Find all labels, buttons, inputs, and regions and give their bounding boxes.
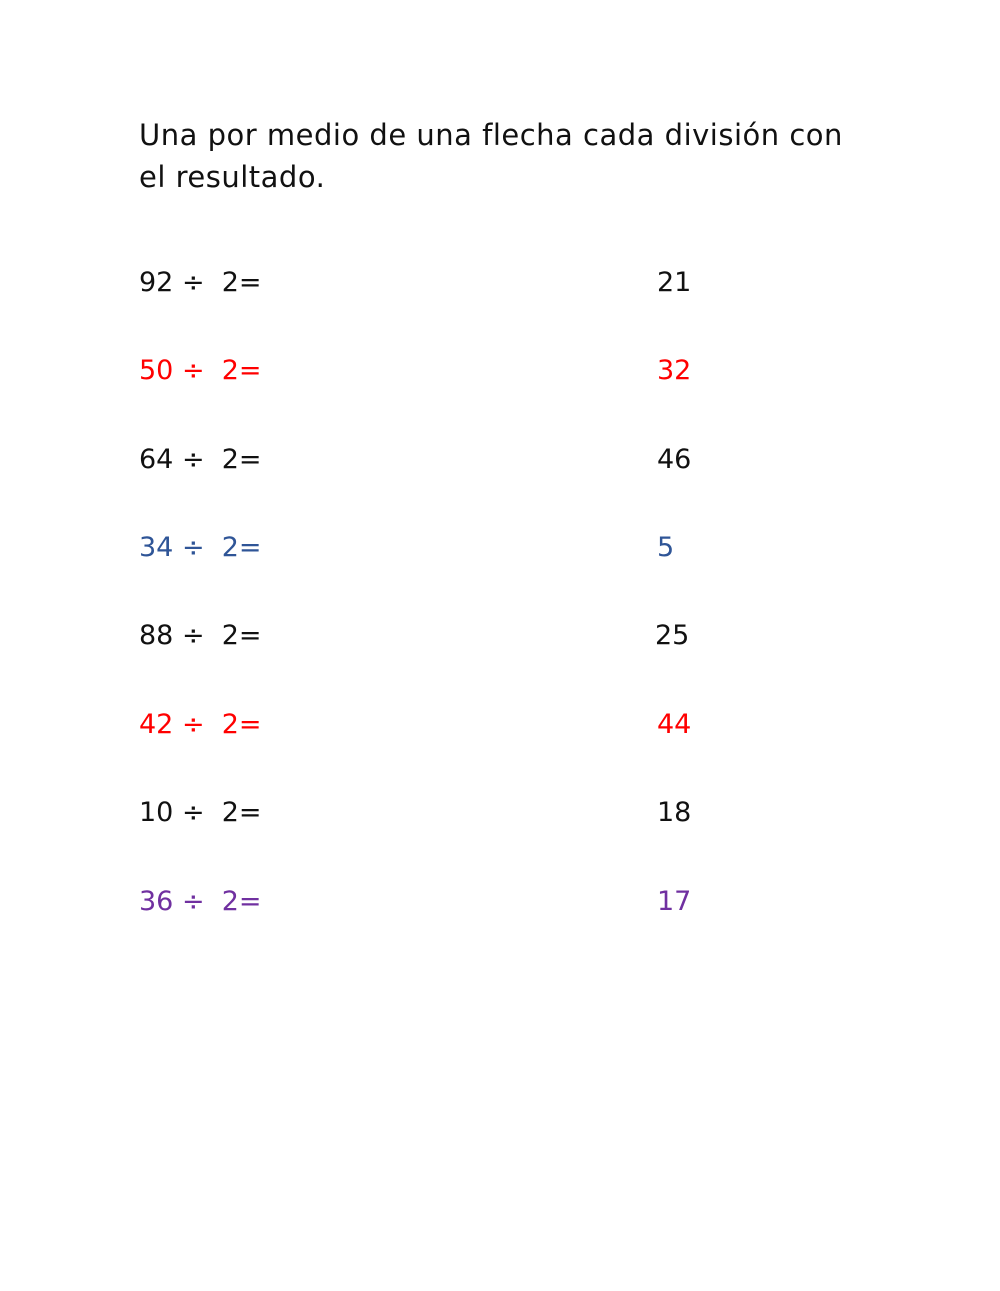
division-expression[interactable]: 88 ÷ 2= [139,620,262,651]
division-expression[interactable]: 64 ÷ 2= [139,444,262,475]
division-result[interactable]: 17 [657,886,692,917]
division-result[interactable]: 21 [657,267,692,298]
division-expression[interactable]: 34 ÷ 2= [139,532,262,563]
division-row [0,528,1000,568]
division-result[interactable]: 46 [657,444,692,475]
division-row [0,351,1000,391]
division-row [0,793,1000,833]
division-result[interactable]: 44 [657,709,692,740]
division-expression[interactable]: 50 ÷ 2= [139,355,262,386]
division-row [0,440,1000,480]
division-expression[interactable]: 42 ÷ 2= [139,709,262,740]
division-row [0,616,1000,656]
division-result[interactable]: 18 [657,797,692,828]
instructions-text: Una por medio de una flecha cada división con el resultado. [139,118,843,194]
division-expression[interactable]: 36 ÷ 2= [139,886,262,917]
division-row [0,705,1000,745]
division-result[interactable]: 32 [657,355,692,386]
division-row [0,882,1000,922]
division-result[interactable]: 5 [657,532,675,563]
division-result[interactable]: 25 [655,620,690,651]
division-expression[interactable]: 92 ÷ 2= [139,267,262,298]
division-expression[interactable]: 10 ÷ 2= [139,797,262,828]
division-row [0,263,1000,303]
